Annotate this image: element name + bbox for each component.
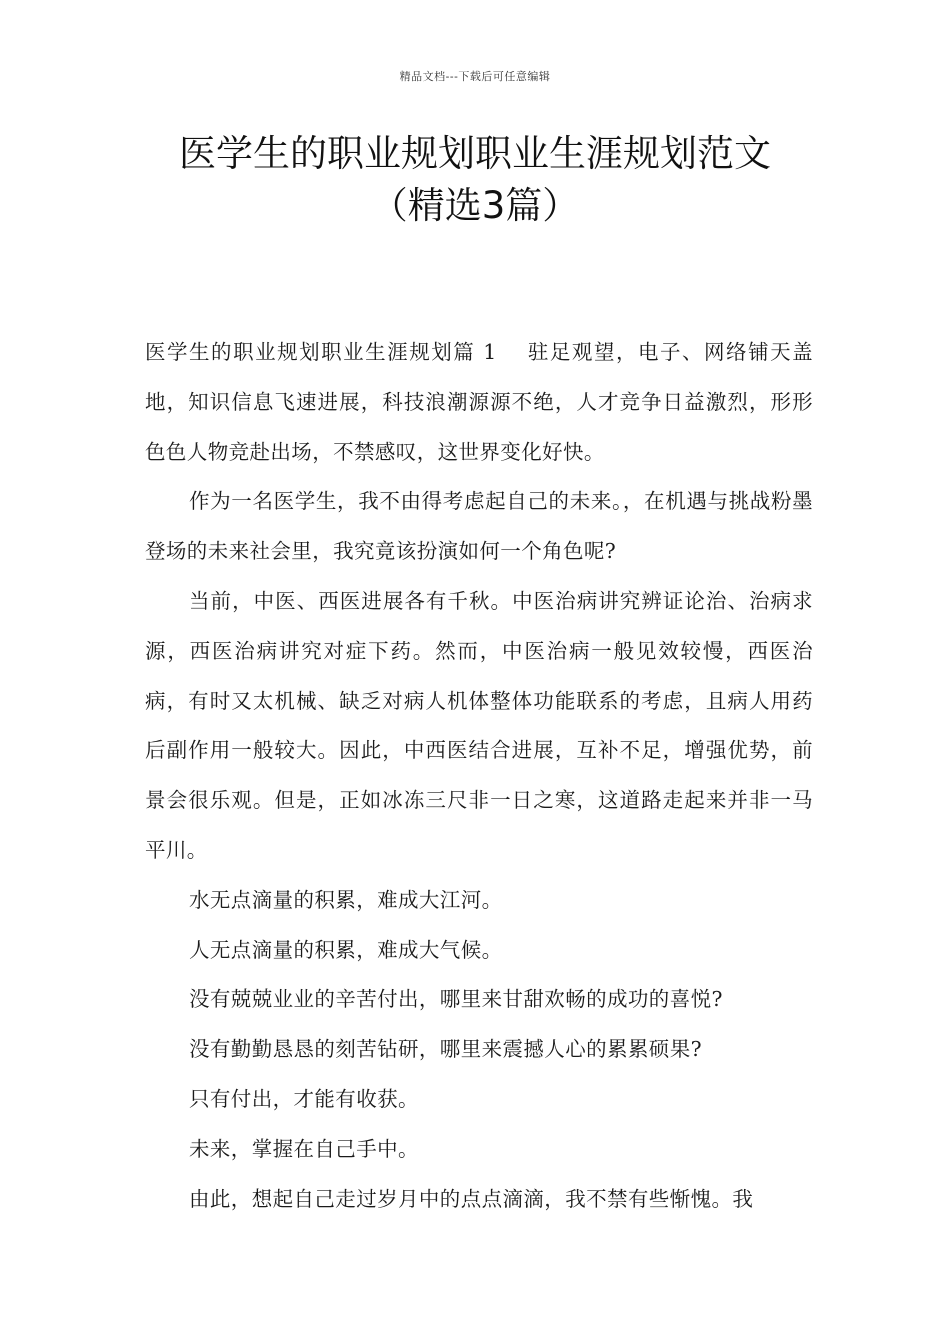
paragraph-6: 没有兢兢业业的辛苦付出，哪里来甘甜欢畅的成功的喜悦?: [189, 987, 723, 1012]
paragraph-7: 没有勤勤恳恳的刻苦钻研，哪里来震撼人心的累累硕果?: [189, 1037, 702, 1062]
paragraph-10: 由此，想起自己走过岁月中的点点滴滴，我不禁有些惭愧。我: [189, 1186, 754, 1211]
paragraph-5: 人无点滴量的积累，难成大气候。: [189, 937, 503, 962]
document-body: [145, 328, 813, 1224]
paragraph-9: 未来，掌握在自己手中。: [189, 1136, 419, 1161]
title-line-2: （精选3篇）: [370, 184, 580, 227]
document-title: [0, 128, 950, 232]
title-line-1: 医学生的职业规划职业生涯规划范文: [179, 132, 771, 175]
section-heading: 医学生的职业规划职业生涯规划篇 1: [145, 340, 497, 364]
paragraph-2: 作为一名医学生，我不由得考虑起自己的未来。，在机遇与挑战粉墨登场的未来社会里，我究竟该扮演如何一个角色呢?: [145, 489, 813, 564]
paragraph-4: 水无点滴量的积累，难成大江河。: [189, 887, 503, 912]
paragraph-1: 驻足观望，电子、网络铺天盖地，知识信息飞速进展，科技浪潮源源不绝，人才竞争日益激烈，形形色色人物竞赴出场，不禁感叹，这世界变化好快。: [145, 340, 814, 464]
first-paragraph: [145, 328, 813, 477]
paragraph-8: 只有付出，才能有收获。: [189, 1086, 419, 1111]
paragraph-3: 当前，中医、西医进展各有千秋。中医治病讲究辨证论治、治病求源，西医治病讲究对症下药。然而，中医治病一般见效较慢，西医治病，有时又太机械、缺乏对病人机体整体功能联系的考虑，且病人用药后副作用一般较大。因此，中西医结合进展，互补不足，增强优势，前景会很乐观。但是，正如冰冻三尺非一日之寒，这道路走起来并非一马平川。: [145, 588, 813, 862]
page-header-note: 精品文档---下载后可任意编辑: [399, 70, 551, 83]
